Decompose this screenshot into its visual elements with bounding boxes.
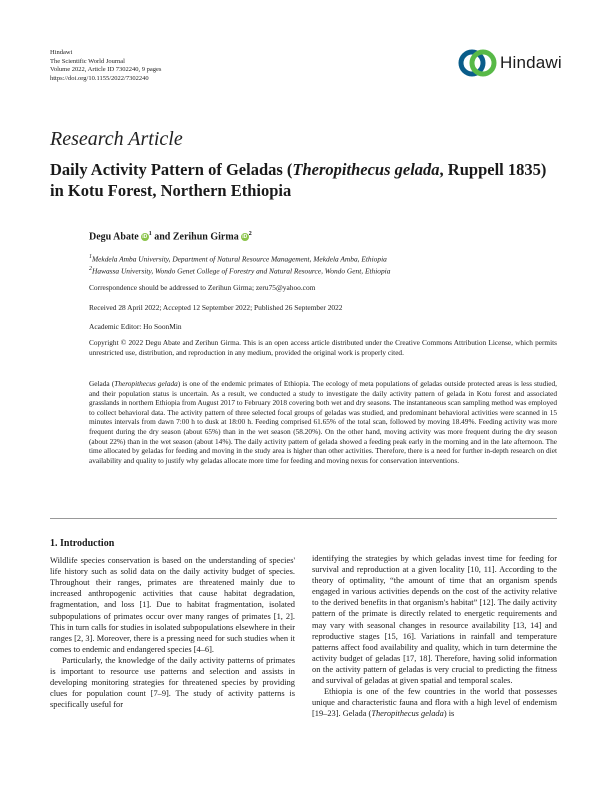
- right-column: [312, 553, 557, 719]
- title-part-2: , Ruppell 1835) in Kotu Forest, Northern Ethiopia: [50, 160, 547, 200]
- intro-paragraph-1: Wildlife species conservation is based on the understanding of species' life history such as solid data on the daily activity budget of species. Throughout their ranges, primates are threatened mainly due to increased anthropogenic activities that cause habitat degradation, fragmentation, and loss [1]. Due to habitat fragmentation, isolated subpopulations of primates occur over many ranges of primates [1, 2]. This in turn calls for studies in isolated subpopulations elsewhere in their ranges [2, 3]. Moreover, there is a pressing need for such studies when it comes to endemic and endangered species [4–6].: [50, 556, 295, 654]
- intro-paragraph-4: [312, 686, 557, 719]
- journal-name: The Scientific World Journal: [50, 57, 125, 65]
- abstract: [89, 379, 557, 465]
- article-type: Research Article: [50, 128, 183, 150]
- abstract-lead: Gelada (: [89, 379, 115, 388]
- intro-p4-lead: Ethiopia is one of the few countries in the world that possesses unique and characteristic fauna and flora with a high level of endemism [19–23]. Gelada (: [312, 687, 557, 719]
- intro-p4-tail: ) is: [443, 709, 455, 719]
- author-1-affil: 1: [148, 231, 152, 237]
- article-title: [50, 159, 560, 201]
- title-species: Theropithecus gelada: [292, 160, 440, 179]
- abstract-species: Theropithecus gelada: [114, 379, 178, 388]
- affiliation-1-text: Mekdela Amba University, Department of Natural Resource Management, Mekdela Amba, Ethiopia: [92, 254, 387, 264]
- section-heading: 1. Introduction: [50, 538, 115, 549]
- intro-p4-species: Theropithecus gelada: [371, 709, 444, 719]
- affiliation-1-num: 1: [89, 254, 92, 260]
- affiliations: [89, 252, 390, 277]
- hindawi-logo: [458, 46, 562, 80]
- author-2[interactable]: Zerihun Girma: [172, 231, 239, 243]
- left-column: [50, 538, 295, 710]
- affiliation-1: [89, 252, 390, 264]
- section-divider: [50, 518, 557, 519]
- hindawi-logo-icon: [458, 46, 498, 80]
- affiliation-2-text: Hawassa University, Wondo Genet College of Forestry and Natural Resource, Wondo Gent, Ethiopia: [92, 266, 391, 276]
- article-dates: Received 28 April 2022; Accepted 12 September 2022; Published 26 September 2022: [89, 303, 343, 312]
- volume-info: Volume 2022, Article ID 7302240, 9 pages: [50, 66, 162, 73]
- author-list: [89, 231, 252, 242]
- intro-paragraph-3: identifying the strategies by which geladas invest time for feeding for survival and reproduction at a given locality [10, 11]. According to the theory of optimality, “the amount of time that an organism spends engaged in various activities depends on the cost of the activity relative to the derived benefits in that organism's habitat” [12]. The daily activity pattern of the primate is directly related to energetic requirements and may vary with seasonal changes in resource availability [13, 14] and reproductive stages [15, 16]. Variations in rainfall and temperature patterns affect food availability and quality, which in turn determine the activity budget of geladas [17, 18]. Therefore, having solid information on the activity pattern of geladas is very crucial to predicting the fitness and survival of geladas at given spatial and temporal scales.: [312, 554, 557, 686]
- title-part-1: Daily Activity Pattern of Geladas (: [50, 160, 293, 179]
- publisher-name: Hindawi: [50, 49, 73, 56]
- orcid-icon[interactable]: iD: [142, 234, 148, 241]
- author-2-affil: 2: [248, 231, 252, 237]
- affiliation-2-num: 2: [89, 266, 92, 273]
- journal-meta: [50, 49, 161, 83]
- doi-link[interactable]: https://doi.org/10.1155/2022/7302240: [50, 74, 149, 82]
- orcid-icon[interactable]: iD: [242, 234, 248, 241]
- author-1[interactable]: Degu Abate: [89, 231, 139, 243]
- abstract-body: ) is one of the endemic primates of Ethiopia. The ecology of meta populations of geladas outside protected areas is less studied, and their population status is uncertain. As a result, we conducted a study to investigate the daily activity pattern of gelada in Kotu forest and associated grasslands in northern Ethiopia from August 2017 to February 2018 covering both wet and dry seasons. The instantaneous scan sampling method was employed to collect behavioral data. The activity pattern of three selected focal groups of geladas was studied, and predominant behavioral activities were scanned in 15 minutes intervals from dawn 7:00 h to dusk at 18:00 h. Feeding comprised 61.65% of the total scan, followed by moving 18.49%. Feeding activity was more frequent during the dry season (about 65%) than in the wet season (58.20%). On the other hand, moving activity was more frequent during the dry season (about 22%) than in the wet season (about 14%). The daily activity pattern of gelada showed a feeding peak early in the morning and in the late afternoon. The time allocated by geladas for feeding and moving in the study area is higher than other activities. Therefore, there is a need for further in-depth research on diet availability and quality to justify why geladas allocate more time for feeding and moving nexus for conservation interventions.: [89, 379, 558, 465]
- copyright-notice: Copyright © 2022 Degu Abate and Zerihun Girma. This is an open access article distributed under the Creative Commons Attribution License, which permits unrestricted use, distribution, and reproduction in any medium, provided the original work is properly cited.: [89, 338, 557, 357]
- affiliation-2: [89, 264, 390, 276]
- author-conjunction: and: [154, 231, 171, 243]
- academic-editor: Academic Editor: Ho SoonMin: [89, 322, 182, 331]
- intro-paragraph-2: Particularly, the knowledge of the daily activity patterns of primates is important to resource use patterns and selection and assists in developing monitoring strategies for threatened species by providing clues for population count [7–9]. The study of activity patterns is specifically useful for: [50, 655, 295, 710]
- correspondence: Correspondence should be addressed to Zerihun Girma; zeru75@yahoo.com: [89, 283, 316, 292]
- logo-wordmark: Hindawi: [500, 53, 562, 72]
